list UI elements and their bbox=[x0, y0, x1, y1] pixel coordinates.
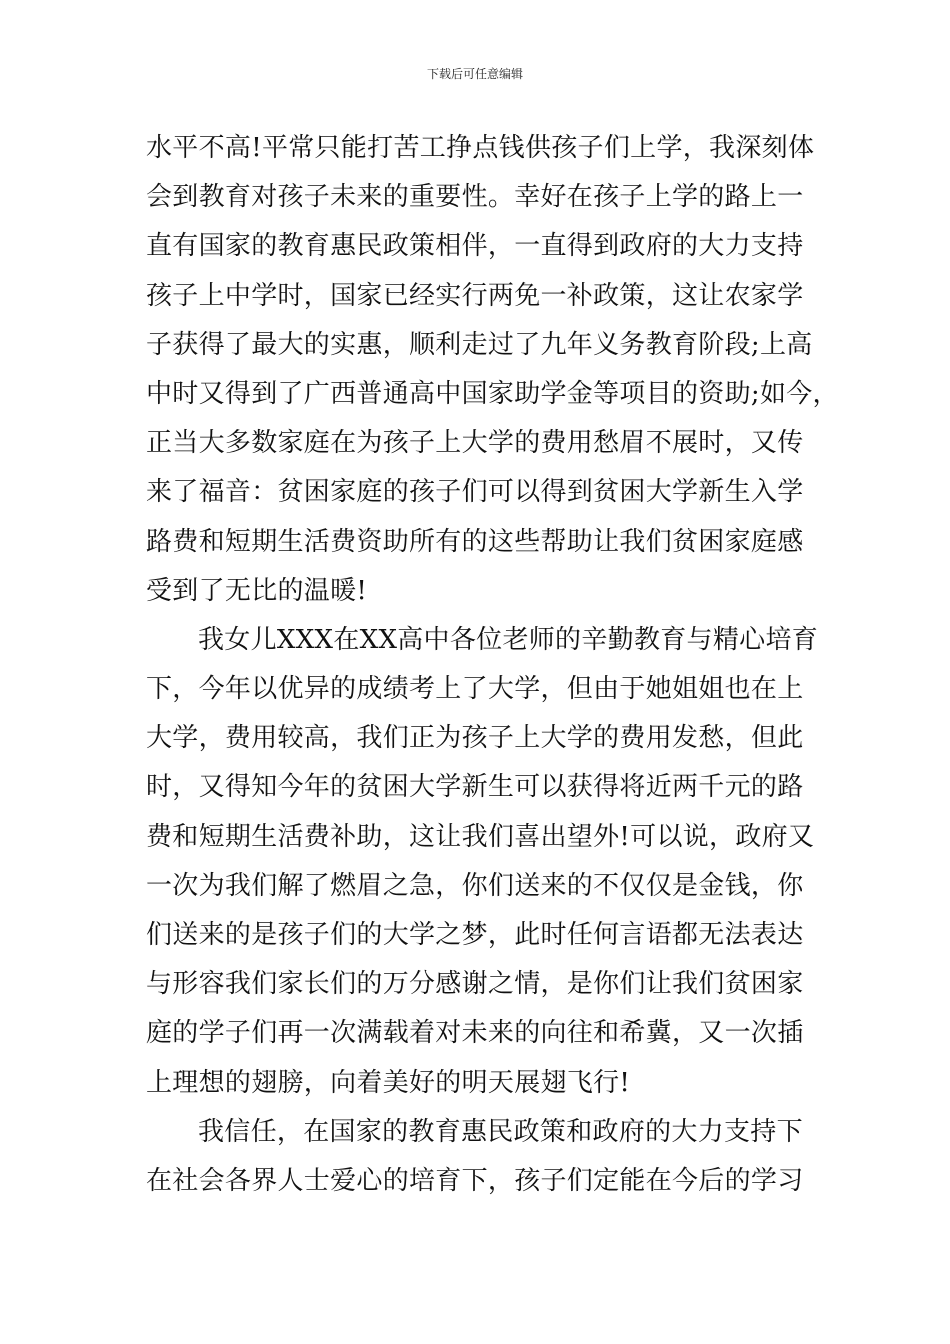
text-line: 会到教育对孩子未来的重要性。幸好在孩子上学的路上一 bbox=[146, 182, 804, 213]
text-line: 正当大多数家庭在为孩子上大学的费用愁眉不展时，又传 bbox=[146, 428, 804, 459]
text-line: 大学，费用较高，我们正为孩子上大学的费用发愁，但此 bbox=[146, 723, 804, 754]
text-line: 直有国家的教育惠民政策相伴，一直得到政府的大力支持 bbox=[146, 231, 804, 262]
text-line: 来了福音：贫困家庭的孩子们可以得到贫困大学新生入学 bbox=[146, 477, 804, 508]
text-line: 子获得了最大的实惠，顺利走过了九年义务教育阶段;上高 bbox=[146, 329, 813, 360]
text-line: 一次为我们解了燃眉之急，你们送来的不仅仅是金钱，你 bbox=[146, 870, 804, 901]
paragraph-start-line: 我信任，在国家的教育惠民政策和政府的大力支持下 bbox=[198, 1116, 803, 1147]
text-line: 下，今年以优异的成绩考上了大学，但由于她姐姐也在上 bbox=[146, 674, 804, 705]
text-line: 费和短期生活费补助，这让我们喜出望外!可以说，政府又 bbox=[146, 821, 815, 852]
text-line: 受到了无比的温暖! bbox=[146, 575, 368, 606]
text-line: 与形容我们家长们的万分感谢之情，是你们让我们贫困家 bbox=[146, 969, 804, 1000]
paragraph-start-line: 我女儿XXX在XX高中各位老师的辛勤教育与精心培育 bbox=[198, 624, 819, 655]
text-line: 路费和短期生活费资助所有的这些帮助让我们贫困家庭感 bbox=[146, 526, 804, 557]
text-line: 水平不高!平常只能打苦工挣点钱供孩子们上学，我深刻体 bbox=[146, 133, 815, 163]
text-line: 孩子上中学时，国家已经实行两免一补政策，这让农家学 bbox=[146, 280, 804, 311]
text-line: 中时又得到了广西普通高中国家助学金等项目的资助;如今， bbox=[146, 378, 839, 409]
text-line: 庭的学子们再一次满载着对未来的向往和希冀，又一次插 bbox=[146, 1018, 804, 1049]
body-text bbox=[146, 124, 846, 1206]
text-line: 在社会各界人士爱心的培育下，孩子们定能在今后的学习 bbox=[146, 1165, 804, 1196]
page-header: 下载后可任意编辑 bbox=[426, 67, 523, 81]
text-line: 上理想的翅膀，向着美好的明天展翅飞行! bbox=[146, 1067, 631, 1098]
text-line: 时，又得知今年的贫困大学新生可以获得将近两千元的路 bbox=[146, 772, 804, 803]
text-line: 们送来的是孩子们的大学之梦，此时任何言语都无法表达 bbox=[146, 920, 804, 950]
